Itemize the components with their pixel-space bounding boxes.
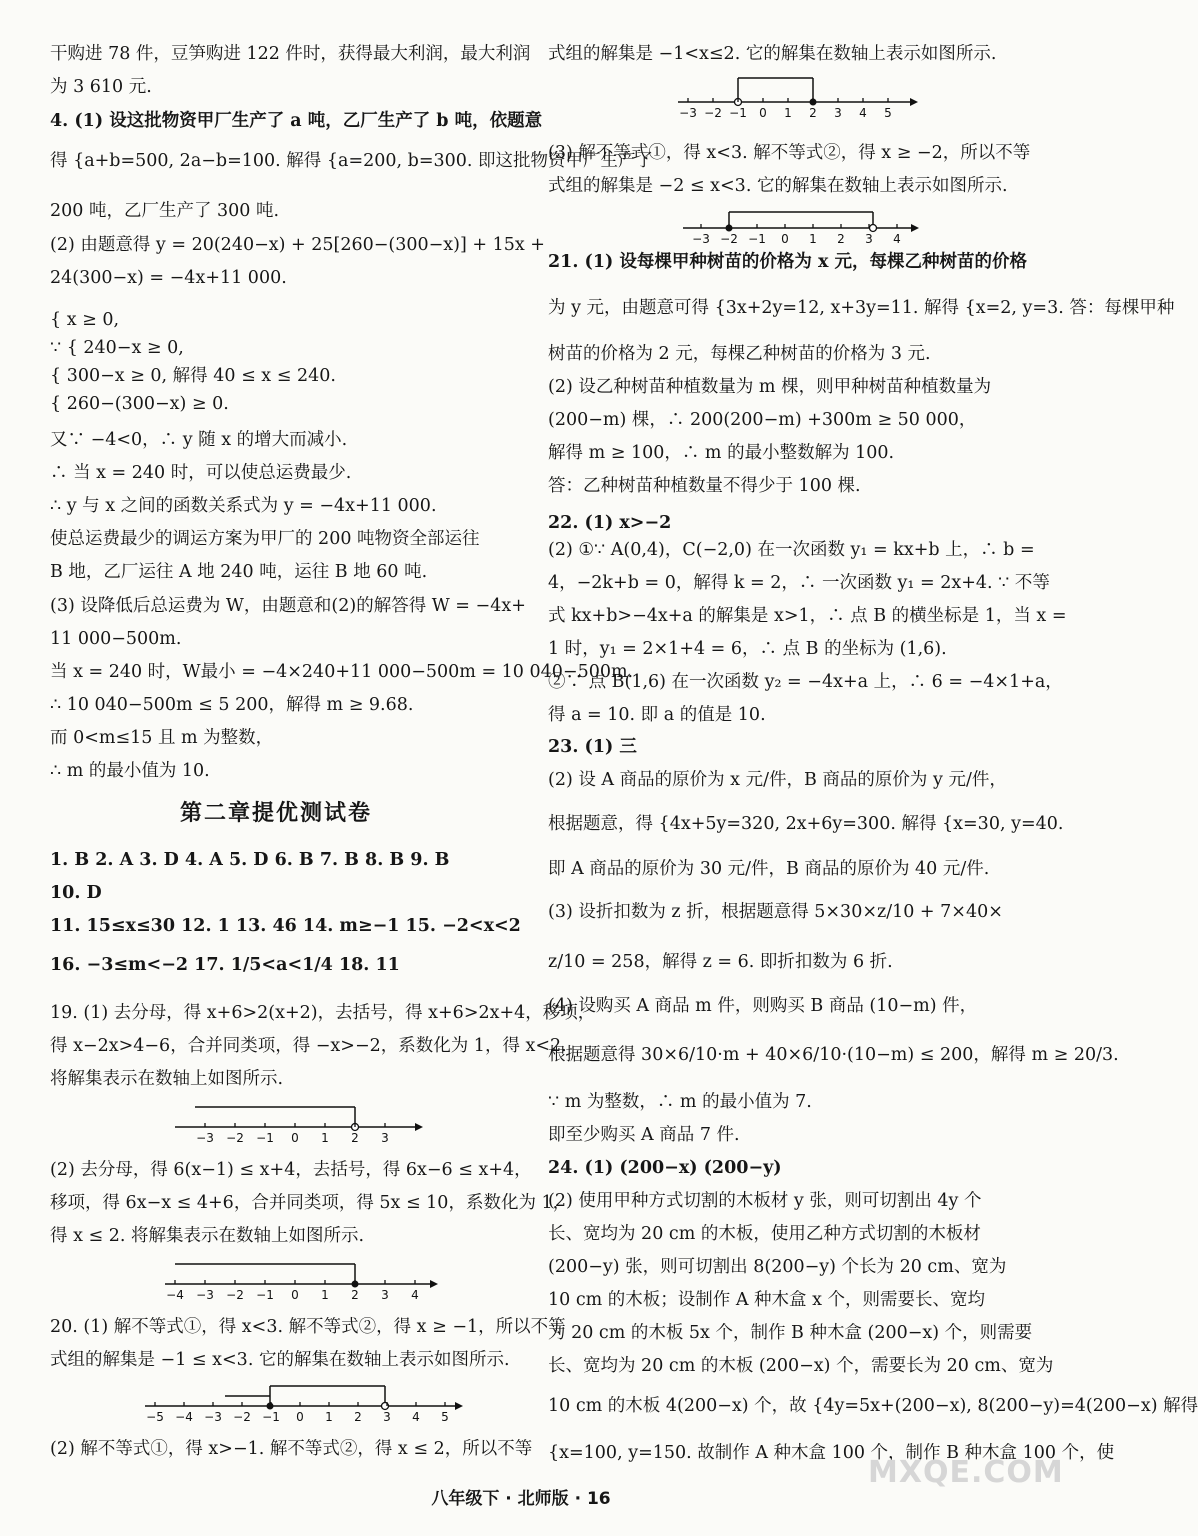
- text-line: 200 吨，乙厂生产了 300 吨.: [50, 201, 280, 221]
- tick-label: −1: [748, 232, 766, 246]
- tick-label: 0: [291, 1288, 299, 1302]
- text-line: 10 cm 的木板；设制作 A 种木盒 x 个，则需要长、宽均: [548, 1290, 986, 1310]
- text-line: (2) 设乙种树苗种植数量为 m 棵，则甲种树苗种植数量为: [548, 377, 992, 397]
- answer-line: 16. −3≤m<−2 17. 1/5<a<1/4 18. 11: [50, 955, 400, 975]
- tick-label: 3: [834, 106, 842, 120]
- tick-label: 3: [383, 1410, 391, 1424]
- tick-label: 4: [893, 232, 901, 246]
- tick-label: 2: [837, 232, 845, 246]
- tick-label: −3: [196, 1131, 214, 1145]
- text-line: 根据题意，得 {4x+5y=320, 2x+6y=300. 解得 {x=30, y=40.: [548, 814, 1064, 834]
- text-line: 得 x−2x>4−6，合并同类项，得 −x>−2，系数化为 1，得 x<2.: [50, 1036, 567, 1056]
- tick-label: −3: [196, 1288, 214, 1302]
- text-line: 即至少购买 A 商品 7 件.: [548, 1125, 740, 1145]
- text-line: 23. (1) 三: [548, 737, 637, 757]
- text-line: (2) 去分母，得 6(x−1) ≤ x+4，去括号，得 6x−6 ≤ x+4，: [50, 1160, 532, 1180]
- text-line: 当 x = 240 时，W最小 = −4×240+11 000−500m = 10 040−500m.: [50, 662, 634, 682]
- text-line: (200−m) 棵，∴ 200(200−m) +300m ≥ 50 000，: [548, 410, 977, 430]
- number-line-19-2: [165, 1260, 440, 1304]
- tick-label: 3: [865, 232, 873, 246]
- text-line: { 300−x ≥ 0, 解得 40 ≤ x ≤ 240.: [50, 366, 336, 386]
- text-line: 得 x ≤ 2. 将解集表示在数轴上如图所示.: [50, 1226, 365, 1246]
- text-line: 22. (1) x>−2: [548, 513, 672, 533]
- tick-label: 2: [351, 1131, 359, 1145]
- tick-label: −2: [233, 1410, 251, 1424]
- text-line: 为 3 610 元.: [50, 77, 152, 97]
- text-line: ∴ 10 040−500m ≤ 5 200，解得 m ≥ 9.68.: [50, 695, 414, 715]
- text-line: ∴ y 与 x 之间的函数关系式为 y = −4x+11 000.: [50, 496, 437, 516]
- tick-label: 5: [884, 106, 892, 120]
- tick-label: 0: [296, 1410, 304, 1424]
- text-line: 为 y 元，由题意可得 {3x+2y=12, x+3y=11. 解得 {x=2, y=3. 答：每棵甲种: [548, 298, 1175, 318]
- text-line: 为 20 cm 的木板 5x 个，制作 B 种木盒 (200−x) 个，则需要: [548, 1323, 1033, 1343]
- text-line: 树苗的价格为 2 元，每棵乙种树苗的价格为 3 元.: [548, 344, 931, 364]
- text-line: 式 kx+b>−4x+a 的解集是 x>1，∴ 点 B 的横坐标是 1，当 x =: [548, 606, 1067, 626]
- tick-label: −4: [166, 1288, 184, 1302]
- text-line: 长、宽均为 20 cm 的木板 (200−x) 个，需要长为 20 cm、宽为: [548, 1356, 1054, 1376]
- text-line: ∴ m 的最小值为 10.: [50, 761, 210, 781]
- tick-label: 4: [859, 106, 867, 120]
- tick-label: −2: [226, 1288, 244, 1302]
- answer-line: 1. B 2. A 3. D 4. A 5. D 6. B 7. B 8. B 9. B: [50, 850, 450, 870]
- text-line: 得 a = 10. 即 a 的值是 10.: [548, 705, 766, 725]
- text-line: 式组的解集是 −1 ≤ x<3. 它的解集在数轴上表示如图所示.: [50, 1350, 510, 1370]
- text-line: 20. (1) 解不等式①，得 x<3. 解不等式②，得 x ≥ −1，所以不等: [50, 1317, 566, 1337]
- number-line-20-3: [683, 208, 923, 252]
- tick-label: −3: [692, 232, 710, 246]
- tick-label: 1: [321, 1131, 329, 1145]
- text-line: ∴ 当 x = 240 时，可以使总运费最少.: [50, 463, 352, 483]
- text-line: B 地，乙厂运往 A 地 240 吨，运往 B 地 60 吨.: [50, 562, 428, 582]
- watermark: MXQE.COM: [868, 1455, 1064, 1490]
- text-line: 解得 m ≥ 100，∴ m 的最小整数解为 100.: [548, 443, 895, 463]
- text-line: 又∵ −4<0，∴ y 随 x 的增大而减小.: [50, 430, 348, 450]
- text-line: 24(300−x) = −4x+11 000.: [50, 268, 287, 288]
- tick-label: 2: [809, 106, 817, 120]
- tick-label: 4: [411, 1288, 419, 1302]
- text-line: (2) 解不等式①，得 x>−1. 解不等式②，得 x ≤ 2，所以不等: [50, 1439, 533, 1459]
- tick-label: 3: [381, 1131, 389, 1145]
- text-line: 11 000−500m.: [50, 629, 182, 649]
- text-line: 得 {a+b=500, 2a−b=100. 解得 {a=200, b=300. 即这批物资甲厂生产了: [50, 151, 654, 171]
- text-line: 答：乙种树苗种植数量不得少于 100 棵.: [548, 476, 861, 496]
- text-line: (200−y) 张，则可切割出 8(200−y) 个长为 20 cm、宽为: [548, 1257, 1007, 1277]
- text-line: 而 0<m≤15 且 m 为整数，: [50, 728, 274, 748]
- text-line: ②∵ 点 B(1,6) 在一次函数 y₂ = −4x+a 上，∴ 6 = −4×1+a，: [548, 672, 1063, 692]
- text-line: {x=100, y=150. 故制作 A 种木盒 100 个，制作 B 种木盒 100 个，使: [548, 1443, 1115, 1463]
- tick-label: 0: [759, 106, 767, 120]
- text-line: 24. (1) (200−x) (200−y): [548, 1158, 782, 1178]
- text-line: { 260−(300−x) ≥ 0.: [50, 394, 229, 414]
- text-line: ∵ m 为整数，∴ m 的最小值为 7.: [548, 1092, 812, 1112]
- tick-label: −2: [704, 106, 722, 120]
- text-line: (3) 解不等式①，得 x<3. 解不等式②，得 x ≥ −2，所以不等: [548, 143, 1031, 163]
- number-line-19-1: [175, 1103, 425, 1147]
- tick-label: 2: [351, 1288, 359, 1302]
- text-line: 式组的解集是 −1<x≤2. 它的解集在数轴上表示如图所示.: [548, 44, 997, 64]
- tick-label: 5: [441, 1410, 449, 1424]
- text-line: (2) 设 A 商品的原价为 x 元/件，B 商品的原价为 y 元/件，: [548, 770, 1007, 790]
- text-line: 移项，得 6x−x ≤ 4+6，合并同类项，得 5x ≤ 10，系数化为 1，: [50, 1193, 571, 1213]
- text-line: 长、宽均为 20 cm 的木板，使用乙种方式切割的木板材: [548, 1224, 981, 1244]
- text-line: 10 cm 的木板 4(200−x) 个，故 {4y=5x+(200−x), 8(200−y)=4(200−x) 解得: [548, 1396, 1198, 1416]
- text-line: (2) 使用甲种方式切割的木板材 y 张，则可切割出 4y 个: [548, 1191, 982, 1211]
- text-line: 21. (1) 设每棵甲种树苗的价格为 x 元，每棵乙种树苗的价格: [548, 252, 1027, 272]
- text-line: (3) 设降低后总运费为 W，由题意和(2)的解答得 W = −4x+: [50, 596, 526, 616]
- text-line: ∵ { 240−x ≥ 0,: [50, 338, 184, 358]
- text-line: 使总运费最少的调运方案为甲厂的 200 吨物资全部运往: [50, 529, 480, 549]
- tick-label: −1: [256, 1131, 274, 1145]
- tick-label: 2: [354, 1410, 362, 1424]
- tick-label: 1: [325, 1410, 333, 1424]
- tick-label: −4: [175, 1410, 193, 1424]
- answer-line: 11. 15≤x≤30 12. 1 13. 46 14. m≥−1 15. −2<x<2: [50, 916, 521, 936]
- text-line: (4) 设购买 A 商品 m 件，则购买 B 商品 (10−m) 件，: [548, 996, 978, 1016]
- number-line-20-2: [678, 74, 923, 118]
- tick-label: −2: [720, 232, 738, 246]
- tick-label: −3: [204, 1410, 222, 1424]
- page-footer: 八年级下 · 北师版 · 16: [431, 1489, 611, 1509]
- section-title: 第二章提优测试卷: [180, 800, 373, 826]
- text-line: 19. (1) 去分母，得 x+6>2(x+2)，去括号，得 x+6>2x+4，移项，: [50, 1003, 596, 1023]
- tick-label: −5: [146, 1410, 164, 1424]
- text-line: (3) 设折扣数为 z 折，根据题意得 5×30×z/10 + 7×40×: [548, 902, 1003, 922]
- tick-label: 4: [412, 1410, 420, 1424]
- tick-label: 3: [381, 1288, 389, 1302]
- tick-label: −2: [226, 1131, 244, 1145]
- text-line: { x ≥ 0,: [50, 310, 120, 330]
- text-line: (2) ①∵ A(0,4)，C(−2,0) 在一次函数 y₁ = kx+b 上，∴ b =: [548, 540, 1035, 560]
- text-line: (2) 由题意得 y = 20(240−x) + 25[260−(300−x)] + 15x +: [50, 235, 545, 255]
- text-line: 式组的解集是 −2 ≤ x<3. 它的解集在数轴上表示如图所示.: [548, 176, 1008, 196]
- text-line: 即 A 商品的原价为 30 元/件，B 商品的原价为 40 元/件.: [548, 859, 990, 879]
- tick-label: 0: [291, 1131, 299, 1145]
- text-line: 4. (1) 设这批物资甲厂生产了 a 吨，乙厂生产了 b 吨，依题意: [50, 111, 543, 131]
- text-line: 1 时，y₁ = 2×1+4 = 6，∴ 点 B 的坐标为 (1,6).: [548, 639, 947, 659]
- text-line: 将解集表示在数轴上如图所示.: [50, 1069, 284, 1089]
- tick-label: −1: [262, 1410, 280, 1424]
- text-line: 根据题意得 30×6/10·m + 40×6/10·(10−m) ≤ 200，解得 m ≥ 20/3.: [548, 1045, 1119, 1065]
- text-line: z/10 = 258，解得 z = 6. 即折扣数为 6 折.: [548, 952, 893, 972]
- answer-line: 10. D: [50, 883, 102, 903]
- tick-label: 1: [784, 106, 792, 120]
- text-line: 4，−2k+b = 0，解得 k = 2，∴ 一次函数 y₁ = 2x+4. ∵ 不等: [548, 573, 1050, 593]
- tick-label: −1: [256, 1288, 274, 1302]
- tick-label: −1: [729, 106, 747, 120]
- number-line-20-1: [145, 1382, 465, 1426]
- tick-label: 1: [321, 1288, 329, 1302]
- text-line: 干购进 78 件，豆笋购进 122 件时，获得最大利润，最大利润: [50, 44, 531, 64]
- tick-label: −3: [679, 106, 697, 120]
- tick-label: 0: [781, 232, 789, 246]
- tick-label: 1: [809, 232, 817, 246]
